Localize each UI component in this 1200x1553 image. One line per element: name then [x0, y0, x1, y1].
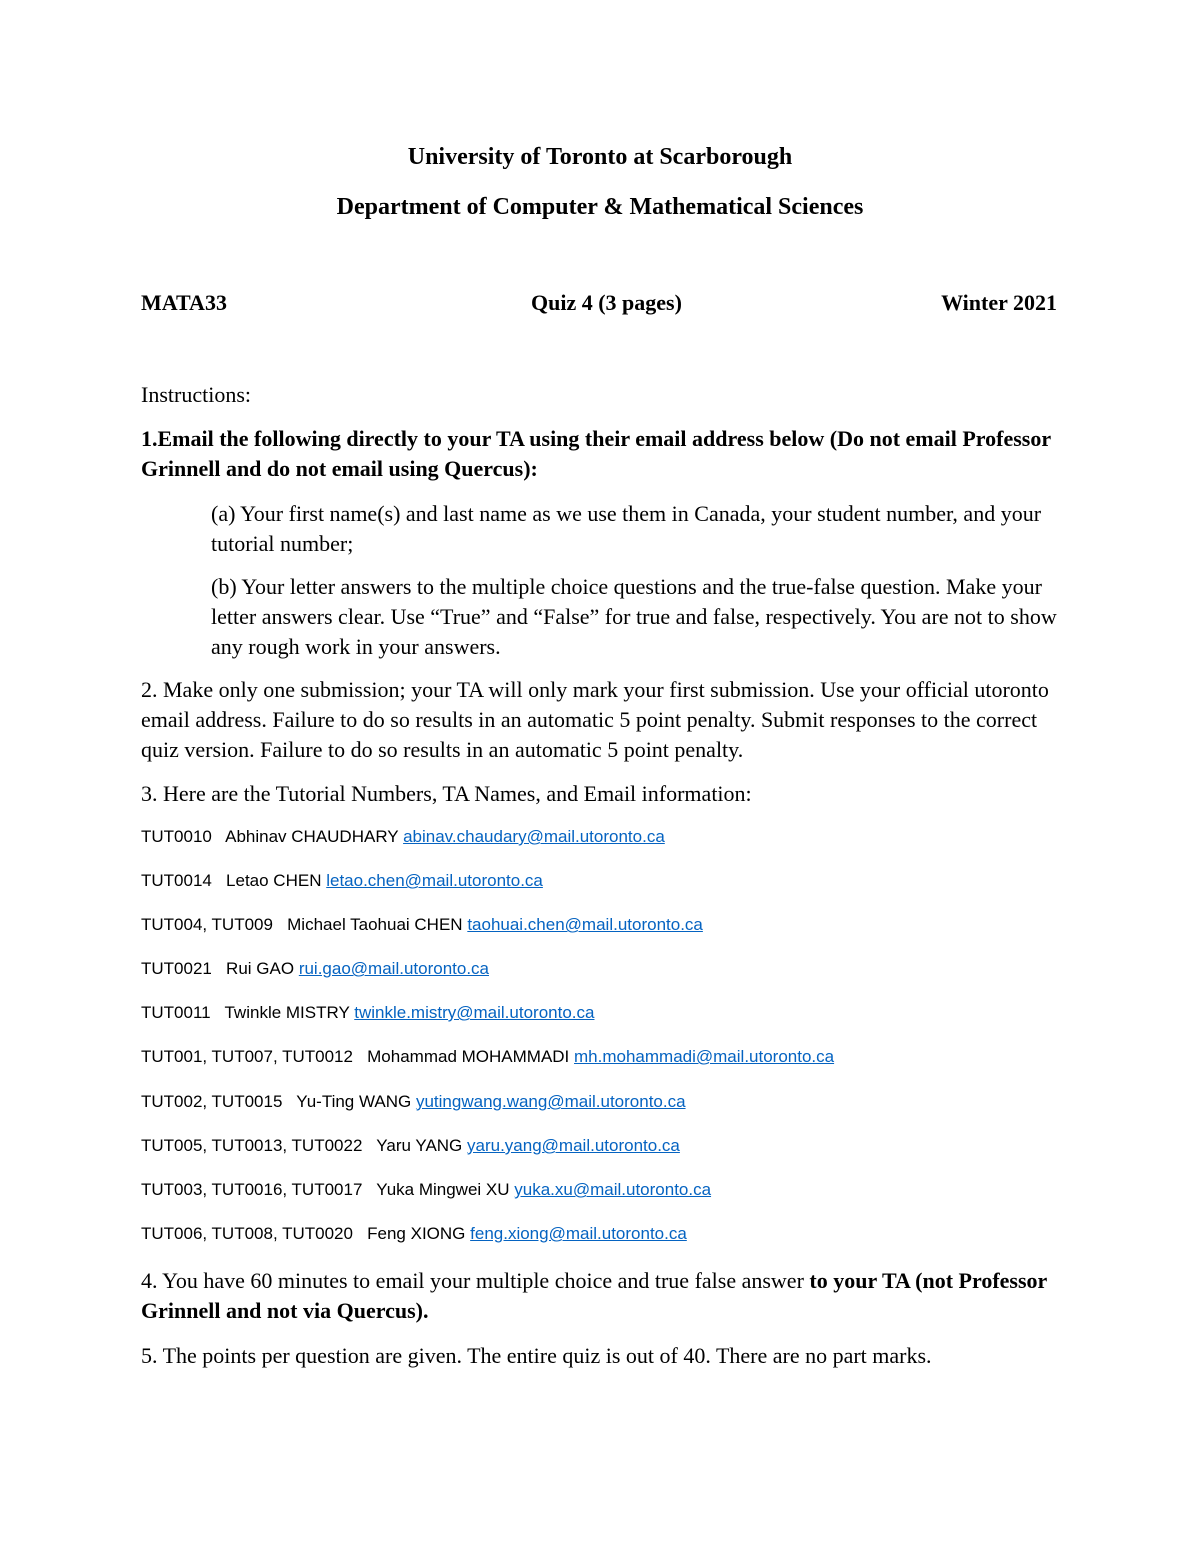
ta-name: Twinkle MISTRY — [224, 1003, 350, 1022]
instruction-item-1b: (b) Your letter answers to the multiple choice questions and the true-false question. Make your letter answers clear. Use “True” and “False” for true and false, respectively. You are not to show any rough work in your answers. — [211, 574, 1057, 659]
ta-name: Yaru YANG — [376, 1136, 463, 1155]
university-title: University of Toronto at Scarborough — [407, 144, 793, 170]
tutorial-numbers: TUT001, TUT007, TUT0012 — [141, 1047, 353, 1066]
tutorial-numbers: TUT006, TUT008, TUT0020 — [141, 1224, 353, 1243]
ta-name: Michael Taohuai CHEN — [287, 915, 463, 934]
ta-email-link[interactable]: mh.mohammadi@mail.utoronto.ca — [574, 1047, 835, 1066]
ta-name: Mohammad MOHAMMADI — [367, 1047, 570, 1066]
ta-name: Rui GAO — [226, 959, 295, 978]
instructions-heading: Instructions: — [141, 382, 251, 407]
ta-row — [141, 1224, 687, 1244]
ta-email-link[interactable]: yuka.xu@mail.utoronto.ca — [514, 1180, 712, 1199]
ta-name: Letao CHEN — [226, 871, 322, 890]
instruction-item-4-bold: to your TA (not Professor Grinnell and not via Quercus). — [141, 1268, 1047, 1323]
ta-email-link[interactable]: abinav.chaudary@mail.utoronto.ca — [403, 827, 665, 846]
ta-name: Yuka Mingwei XU — [376, 1180, 510, 1199]
quiz-title: Quiz 4 (3 pages) — [531, 290, 682, 315]
ta-row — [141, 1047, 834, 1067]
ta-email-link[interactable]: letao.chen@mail.utoronto.ca — [326, 871, 543, 890]
course-code: MATA33 — [141, 290, 227, 315]
ta-email-link[interactable]: rui.gao@mail.utoronto.ca — [298, 959, 489, 978]
ta-name: Feng XIONG — [367, 1224, 466, 1243]
tutorial-numbers: TUT002, TUT0015 — [141, 1092, 283, 1111]
tutorial-numbers: TUT0010 — [141, 827, 212, 846]
instruction-item-4-text: 4. You have 60 minutes to email your multiple choice and true false answer — [141, 1268, 810, 1293]
ta-name: Yu-Ting WANG — [296, 1092, 412, 1111]
tutorial-numbers: TUT004, TUT009 — [141, 915, 273, 934]
instruction-item-4 — [141, 1266, 1061, 1326]
ta-row — [141, 1136, 680, 1156]
ta-email-link[interactable]: twinkle.mistry@mail.utoronto.ca — [354, 1003, 595, 1022]
ta-row — [141, 1092, 686, 1112]
instruction-item-1: 1.Email the following directly to your TA using their email address below (Do not email Professor Grinnell and do not email using Quercus): — [141, 426, 1051, 481]
ta-email-link[interactable]: yaru.yang@mail.utoronto.ca — [467, 1136, 680, 1155]
term: Winter 2021 — [941, 290, 1057, 315]
tutorial-numbers: TUT005, TUT0013, TUT0022 — [141, 1136, 363, 1155]
course-info-row — [141, 290, 1057, 322]
ta-row — [141, 871, 543, 891]
instruction-item-1a: (a) Your first name(s) and last name as we use them in Canada, your student number, and your tutorial number; — [211, 501, 1042, 556]
instruction-item-5: 5. The points per question are given. The entire quiz is out of 40. There are no part marks. — [141, 1343, 932, 1368]
instruction-item-3: 3. Here are the Tutorial Numbers, TA Names, and Email information: — [141, 781, 752, 806]
department-title: Department of Computer & Mathematical Sciences — [336, 194, 864, 220]
ta-email-link[interactable]: taohuai.chen@mail.utoronto.ca — [467, 915, 703, 934]
ta-name: Abhinav CHAUDHARY — [225, 827, 399, 846]
ta-row — [141, 959, 489, 979]
ta-row — [141, 827, 665, 847]
tutorial-numbers: TUT0011 — [141, 1003, 211, 1022]
instruction-item-2: 2. Make only one submission; your TA will only mark your first submission. Use your official utoronto email address. Failure to do so results in an automatic 5 point penalty. Submit responses to the correct quiz version. Failure to do so results in an automatic 5 point penalty. — [141, 677, 1049, 762]
ta-row — [141, 1180, 711, 1200]
ta-row — [141, 915, 703, 935]
ta-email-link[interactable]: feng.xiong@mail.utoronto.ca — [470, 1224, 687, 1243]
tutorial-numbers: TUT003, TUT0016, TUT0017 — [141, 1180, 363, 1199]
ta-email-link[interactable]: yutingwang.wang@mail.utoronto.ca — [415, 1092, 686, 1111]
tutorial-numbers: TUT0021 — [141, 959, 212, 978]
tutorial-numbers: TUT0014 — [141, 871, 212, 890]
ta-row — [141, 1003, 594, 1023]
